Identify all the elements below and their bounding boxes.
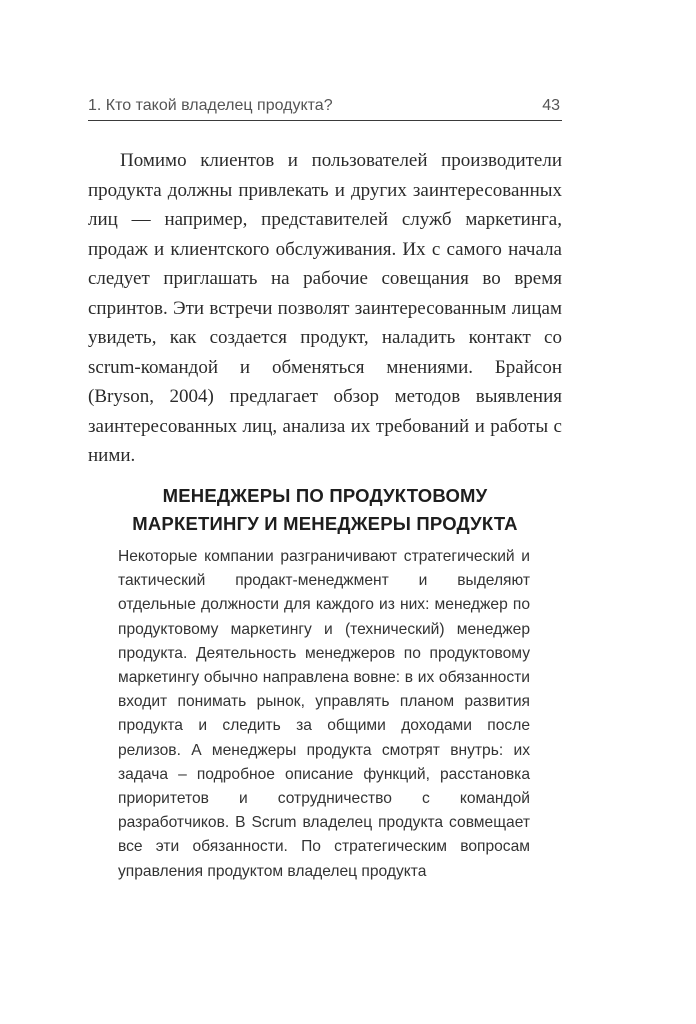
section-heading-line-2: МАРКЕТИНГУ И МЕНЕДЖЕРЫ ПРОДУКТА [132,513,518,534]
section-paragraph: Некоторые компании разграничивают стратегический и тактический продакт-менеджмент и выделяют отдельные должности для каждого из них: менеджер по продуктовому маркетингу и (технический) менеджер продукта. Деятельность менеджеров по продуктовому маркетингу обычно направлена вовне: в их обязанности входит понимать рынок, управлять планом развития продукта и следить за общими доходами после релизов. А менеджеры продукта смотрят внутрь: их задача – подробное описание функций, расстановка приоритетов и сотрудничество с командой разработчиков. В Scrum владелец продукта совмещает все эти обязанности. По стратегическим вопросам управления продуктом владелец продукта [118,548,530,880]
section-heading [88,482,562,538]
section-text-block [118,545,530,884]
book-page [88,0,562,1024]
running-header [88,96,562,121]
section-heading-line-1: МЕНЕДЖЕРЫ ПО ПРОДУКТОВОМУ [162,485,488,506]
chapter-title: 1. Кто такой владелец продукта? [88,97,333,114]
intro-text-block [88,146,562,471]
intro-paragraph: Помимо клиентов и пользователей производители продукта должны привлекать и других заинтересованных лиц — например, представителей служб маркетинга, продаж и клиентского обслуживания. Их с самого начала следует приглашать на рабочие совещания во время спринтов. Эти встречи позволят заинтересованным лицам увидеть, как создается продукт, наладить контакт со scrum-командой и обменяться мнениями. Брайсон (Bryson, 2004) предлагает обзор методов выявления заинтересованных лиц, анализа их требований и работы с ними. [88,150,562,466]
page-number: 43 [542,97,560,114]
